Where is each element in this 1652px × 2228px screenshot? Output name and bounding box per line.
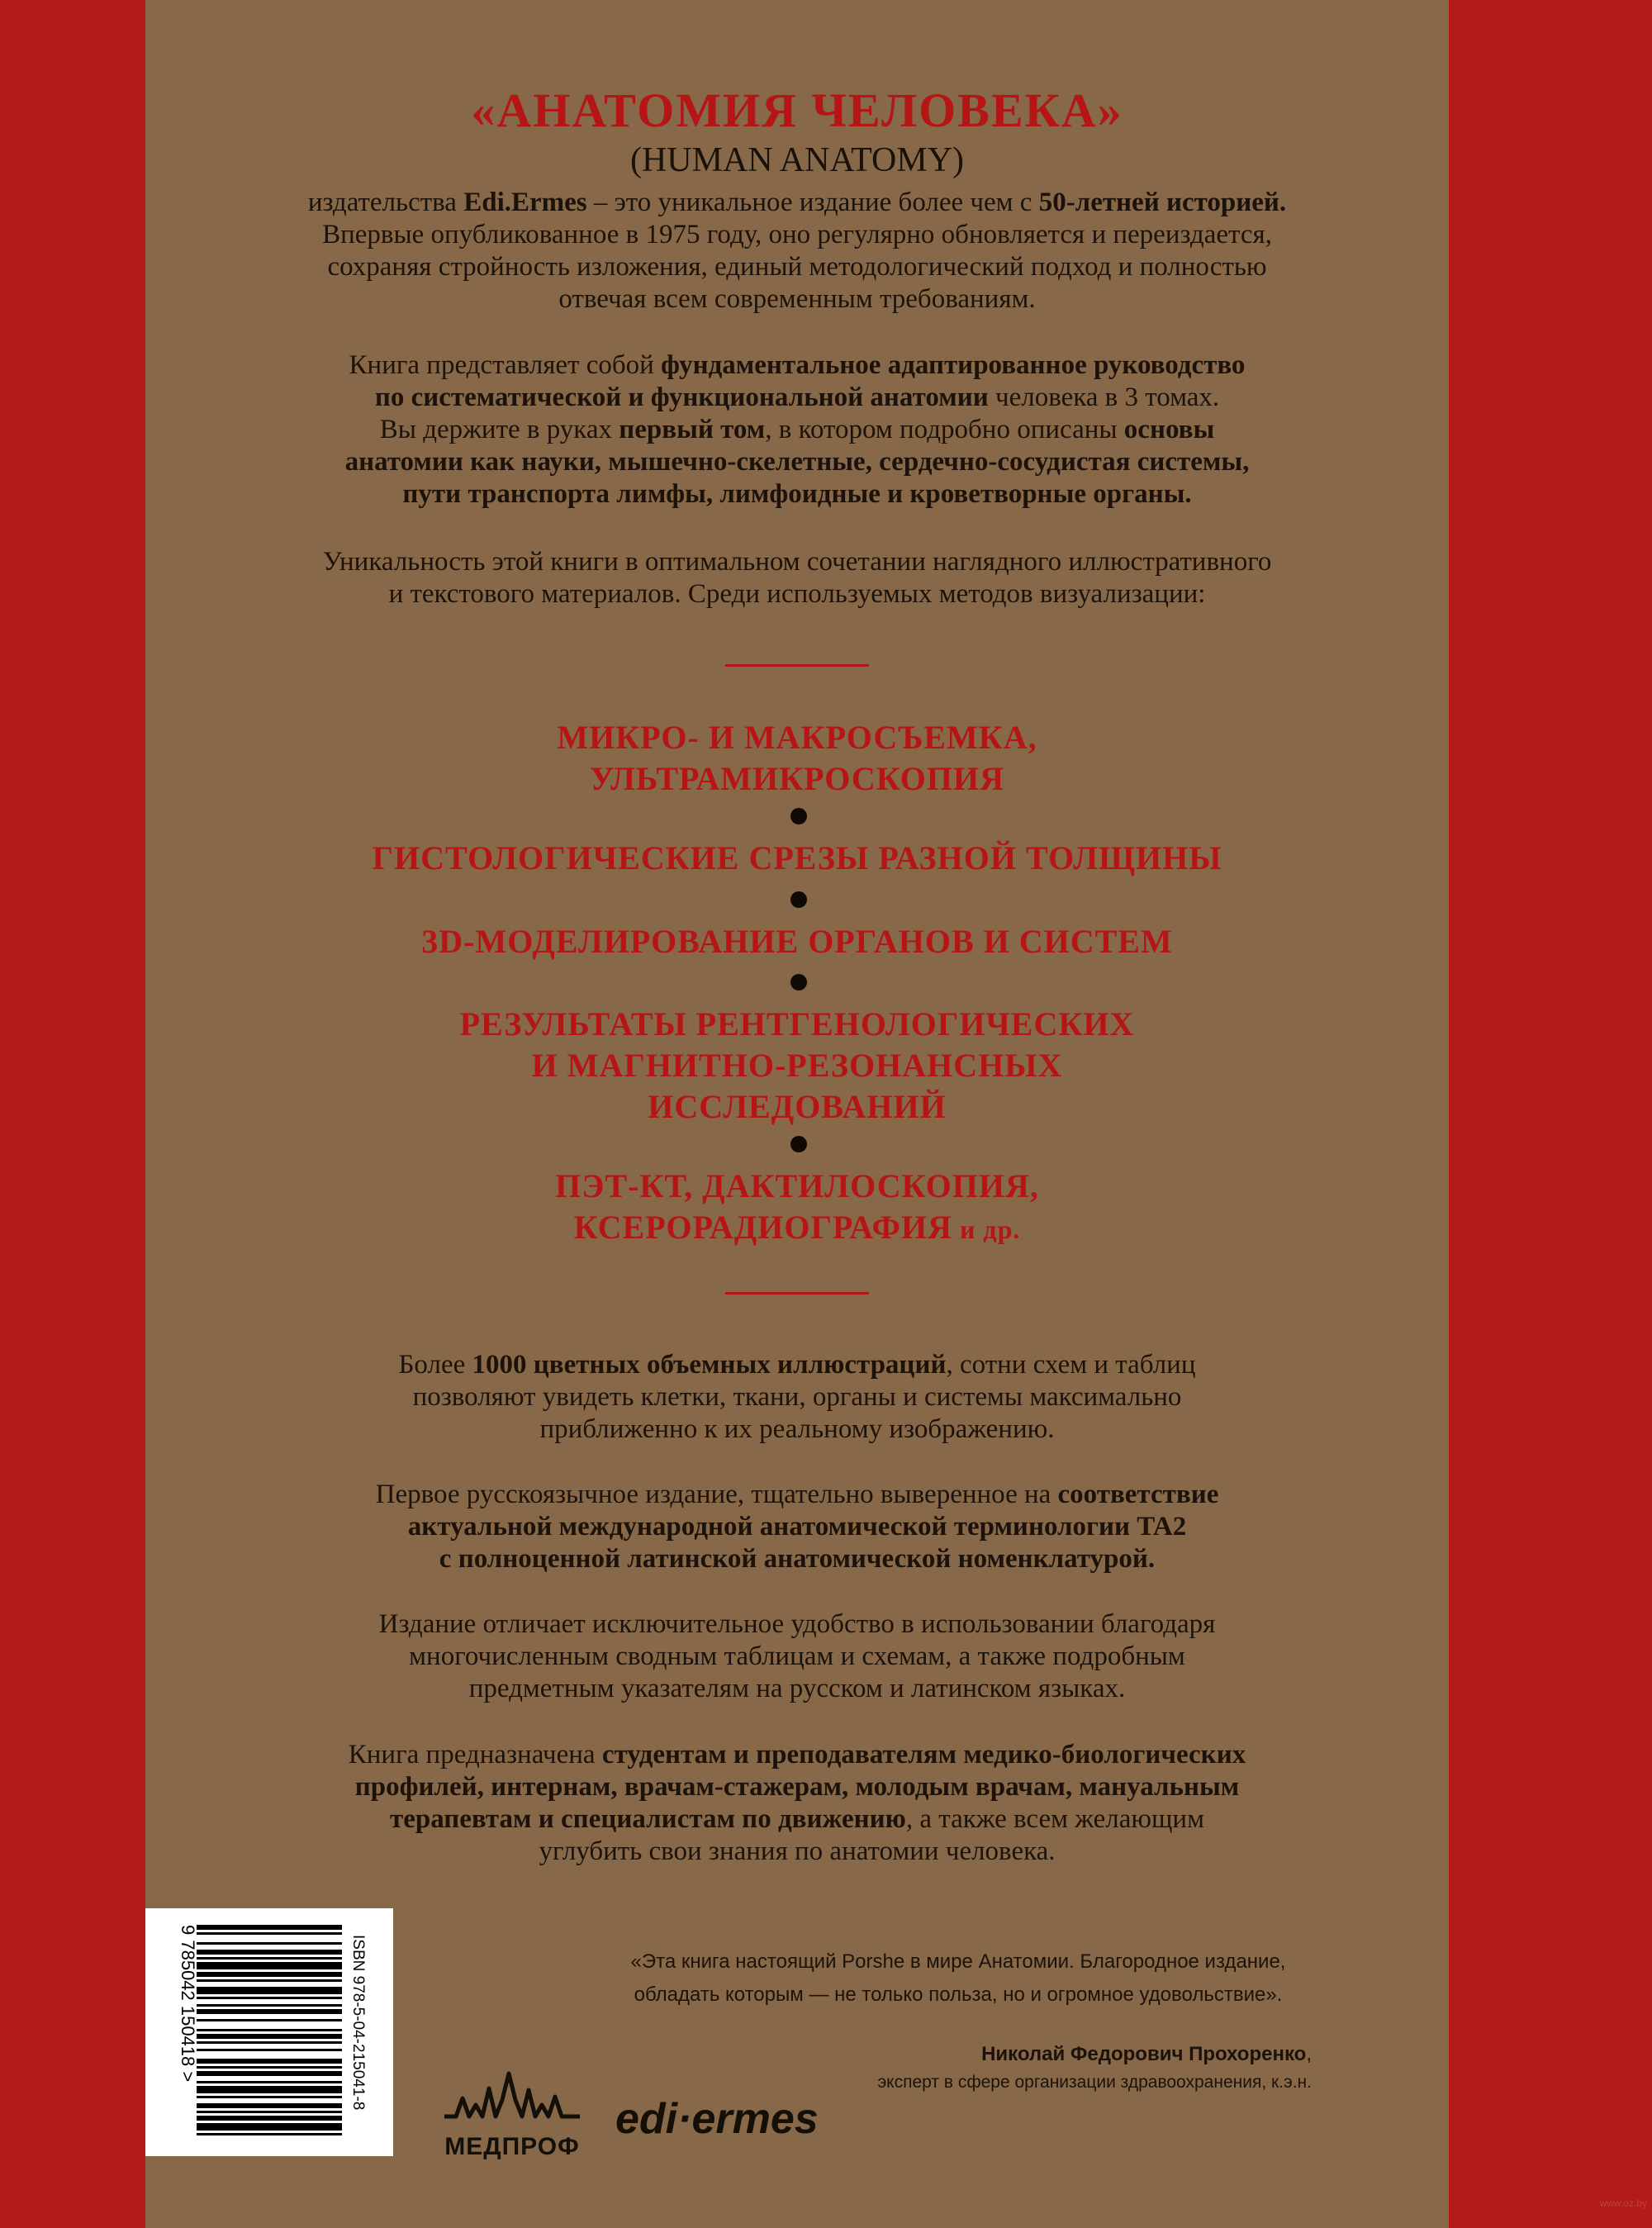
top-divider [725, 664, 869, 667]
edition-line-1: Первое русскоязычное издание, тщательно выверенное на соответствие [375, 1480, 1219, 1509]
book-description [145, 349, 1449, 511]
quote-author [877, 2043, 1312, 2093]
method-radiology-line-3: ИССЛЕДОВАНИЙ [648, 1088, 947, 1125]
illustrations-paragraph [145, 1349, 1449, 1446]
intro-line-1: издательства Edi.Ermes – это уникальное издание более чем с 50-летней историей. [307, 188, 1287, 217]
barcode-bar [197, 2034, 342, 2039]
barcode-bar [197, 2004, 342, 2007]
quote-line-2: обладать которым — не только польза, но и огромное удовольствие». [634, 1983, 1283, 2006]
barcode-bar [197, 2041, 342, 2044]
edition-paragraph [145, 1479, 1449, 1575]
convenience-line-1: Издание отличает исключительное удобство в использовании благодаря [378, 1609, 1216, 1639]
unique-line-1: Уникальность этой книги в оптимальном сочетании наглядного иллюстративного [322, 547, 1272, 577]
endorsement-quote [578, 1945, 1338, 2012]
edition-line-2: актуальной международной анатомической терминологии TA2 [407, 1512, 1187, 1542]
bullet-dot [790, 891, 807, 908]
barcode-bar [197, 2116, 342, 2121]
bullet-dot [790, 1136, 807, 1152]
method-micro-line-1: МИКРО- И МАКРОСЪЕМКА, [557, 719, 1037, 756]
barcode-bar [197, 2059, 342, 2064]
barcode-bar [197, 1925, 342, 1930]
barcode-bar [197, 1962, 342, 1969]
method-item-histology: ГИСТОЛОГИЧЕСКИЕ СРЕЗЫ РАЗНОЙ ТОЛЩИНЫ [372, 839, 1222, 876]
barcode-bar [197, 1972, 342, 1977]
book-line-5: пути транспорта лимфы, лимфоидные и кроветворные органы. [402, 479, 1192, 509]
method-micro-line-2: УЛЬТРАМИКРОСКОПИЯ [590, 760, 1004, 797]
barcode-bar [197, 1997, 342, 1999]
convenience-paragraph [145, 1608, 1449, 1705]
book-subtitle: (HUMAN ANATOMY) [629, 141, 965, 179]
barcode-bar [197, 2049, 342, 2051]
isbn-text: ISBN 978-5-04-215041-8 [349, 1935, 367, 2111]
barcode-bar [197, 2019, 342, 2021]
method-pet-line-1: ПЭТ-КТ, ДАКТИЛОСКОПИЯ, [555, 1167, 1039, 1204]
barcode-bar [197, 2009, 342, 2014]
barcode-bar [197, 2123, 342, 2131]
book-title: «АНАТОМИЯ ЧЕЛОВЕКА» [471, 83, 1123, 137]
ediermes-logo: edi·ermes [615, 2095, 819, 2143]
audience-line-2: профилей, интернам, врачам-стажерам, молодым врачам, мануальным [354, 1772, 1240, 1802]
barcode-bar [197, 2111, 342, 2113]
barcode-bar [197, 2086, 342, 2093]
quote-line-1: «Эта книга настоящий Porshe в мире Анатомии. Благородное издание, [630, 1950, 1286, 1973]
convenience-line-3: предметным указателям на русском и латинском языках. [468, 1674, 1126, 1703]
method-item-3d: 3D-МОДЕЛИРОВАНИЕ ОРГАНОВ И СИСТЕМ [421, 923, 1173, 960]
audience-line-1: Книга предназначена студентам и преподавателям медико-биологических [348, 1740, 1246, 1770]
book-line-2: по систематической и функциональной анатомии человека в 3 томах. [374, 382, 1220, 412]
illus-line-3: приближенно к их реальному изображению. [539, 1414, 1055, 1444]
isbn-barcode [145, 1908, 393, 2156]
illus-line-2: позволяют увидеть клетки, ткани, органы и системы максимально [412, 1382, 1182, 1412]
intro-line-2: Впервые опубликованное в 1975 году, оно регулярно обновляется и переиздается, [322, 220, 1272, 249]
intro-line-4: отвечая всем современным требованиям. [558, 284, 1036, 314]
method-item-micro [145, 717, 1449, 800]
barcode-bar [197, 2066, 342, 2069]
method-item-pet [145, 1166, 1449, 1250]
bottom-divider [725, 1292, 869, 1295]
barcode-bar [197, 2071, 342, 2076]
barcode-bars [197, 1925, 342, 2135]
method-radiology-line-1: РЕЗУЛЬТАТЫ РЕНТГЕНОЛОГИЧЕСКИХ [459, 1005, 1135, 1043]
medprof-label: МЕДПРОФ [444, 2133, 580, 2160]
barcode-bar [197, 1932, 342, 1935]
barcode-bar [197, 1979, 342, 1982]
uniqueness-paragraph [145, 546, 1449, 610]
bullet-dot [790, 808, 807, 824]
bullet-dot [790, 974, 807, 990]
intro-line-3: сохраняя стройность изложения, единый методологический подход и полностью [327, 252, 1267, 282]
author-role: эксперт в сфере организации здравоохранения, к.э.н. [877, 2073, 1312, 2092]
book-line-1: Книга представляет собой фундаментальное адаптированное руководство [349, 350, 1246, 380]
barcode-bar [197, 2029, 342, 2031]
barcode-bar [197, 2096, 342, 2098]
method-pet-line-2: КСЕРОРАДИОГРАФИЯ и др. [573, 1209, 1021, 1246]
barcode-digits: 9 785042 150418 > [178, 1925, 198, 2083]
convenience-line-2: многочисленным сводным таблицам и схемам, а также подробным [409, 1641, 1185, 1671]
barcode-bar [197, 1987, 342, 1994]
unique-line-2: и текстового материалов. Среди используемых методов визуализации: [388, 579, 1206, 609]
watermark: www.oz.by [1599, 2197, 1647, 2209]
medprof-skyline-icon [438, 2065, 586, 2131]
barcode-bar [197, 1950, 342, 1955]
method-radiology-line-2: И МАГНИТНО-РЕЗОНАНСНЫХ [531, 1047, 1063, 1084]
audience-line-4: углубить свои знания по анатомии человека. [539, 1836, 1056, 1866]
barcode-bar [197, 2103, 342, 2108]
edition-line-3: с полноценной латинской анатомической номенклатурой. [439, 1544, 1156, 1574]
book-line-3: Вы держите в руках первый том, в котором подробно описаны основы [379, 415, 1215, 444]
barcode-bar [197, 2133, 342, 2135]
author-name: Николай Федорович Прохоренко, [981, 2043, 1312, 2065]
barcode-graphic [145, 1908, 393, 2156]
medprof-logo [438, 2065, 586, 2164]
book-line-4: анатомии как науки, мышечно-скелетные, сердечно-сосудистая системы, [344, 447, 1250, 477]
barcode-bar [197, 1942, 342, 1945]
barcode-bar [197, 1957, 342, 1960]
audience-paragraph [145, 1739, 1449, 1868]
barcode-bar [197, 2081, 342, 2083]
audience-line-3: терапевтам и специалистам по движению, а также всем желающим [390, 1804, 1204, 1834]
illus-line-1: Более 1000 цветных объемных иллюстраций, сотни схем и таблиц [398, 1350, 1196, 1380]
intro-paragraph [145, 187, 1449, 316]
method-item-radiology [145, 1004, 1449, 1128]
